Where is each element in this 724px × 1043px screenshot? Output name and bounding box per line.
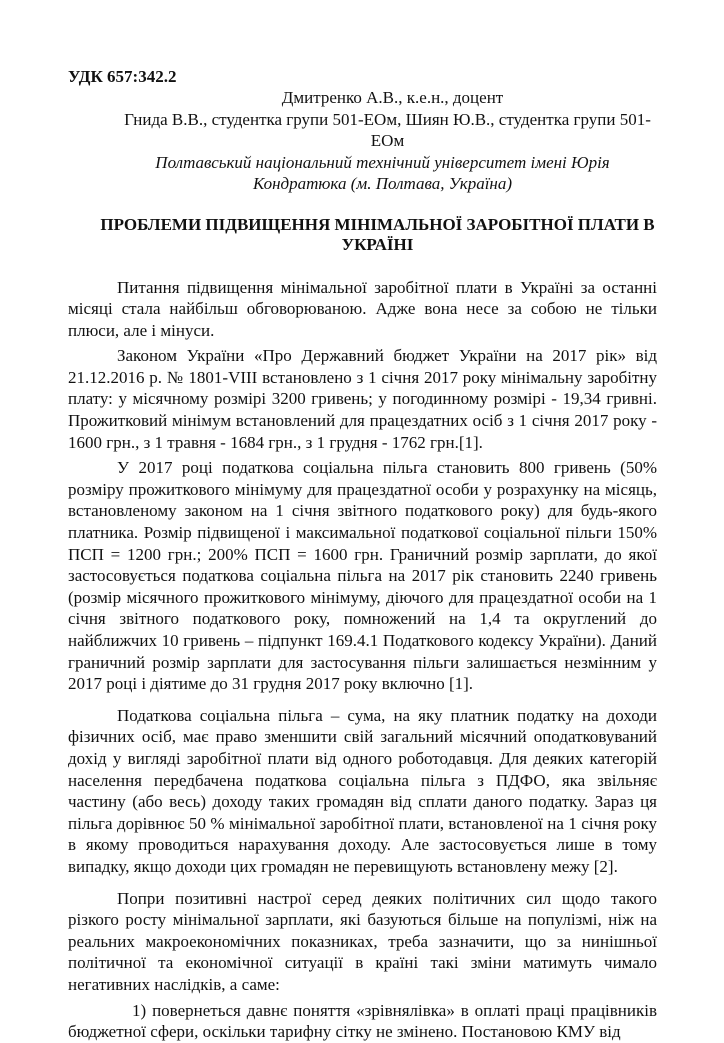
author-line-1: Дмитренко А.В., к.е.н., доцент (281, 88, 504, 107)
list-item-1: 1) повернеться давнє поняття «зрівнялівка» в оплаті праці працівників бюджетної сфери, оскільки тарифну сітку не змінено. Постановою КМУ від (68, 1000, 657, 1042)
paper-title: ПРОБЛЕМИ ПІДВИЩЕННЯ МІНІМАЛЬНОЇ ЗАРОБІТНОЇ ПЛАТИ В УКРАЇНІ (100, 214, 655, 254)
paragraph-budget-law: Законом України «Про Державний бюджет України на 2017 рік» від 21.12.2016 р. № 1801-VIII встановлено з 1 січня 2017 року мінімальну заробітну плату: у місячному розмірі 3200 гривень; у погодинному розмірі - 19,34 гривні. Прожитковий мінімум встановлений для працездатних осіб з 1 січня 2017 року - 1600 грн., з 1 травня - 1684 грн., з 1 грудня - 1762 грн.[1]. (68, 346, 657, 452)
udk-code: УДК 657:342.2 (68, 67, 177, 86)
document-page (68, 66, 657, 1043)
paragraph-tax-benefit-definition: Податкова соціальна пільга – сума, на яку платник податку на доходи фізичних осіб, має право зменшити свій загальний місячний оподатковуваний дохід у вигляді заробітної плати від одного роботодавця. Для деяких категорій населення передбачена податкова соціальна пільга з ПДФО, яка звільняє частину (або весь) доходу таких громадян від сплати даного податку. Зараз ця пільга дорівнює 50 % мінімальної заробітної плати, встановленої на 1 січня року в якому проводиться нарахування доходу. Але застосовується лише в тому випадку, якщо доходи цих громадян не перевищують встановлену межу [2]. (68, 705, 657, 876)
paragraph-tax-benefit-2017: У 2017 році податкова соціальна пільга становить 800 гривень (50% розміру прожиткового мінімуму для працездатної особи у розрахунку на місяць, встановленому законом на 1 січня звітного податкового року) для будь-якого платника. Розмір підвищеної і максимальної податкової соціальної пільги 150% ПСП = 1200 грн.; 200% ПСП = 1600 грн. Граничний розмір зарплати, до якої застосовується податкова соціальна пільга на 2017 рік становить 2240 гривень (розмір місячного прожиткового мінімуму, діючого для працездатної особи на 1 січня звітного податкового року, помножений на 1,4 та округлений до найближчих 10 гривень – підпункт 169.4.1 Податкового кодексу України). Даний граничний розмір зарплати для застосування пільги залишається незмінним у 2017 році і діятиме до 31 грудня 2017 року включно [1]. (68, 458, 657, 694)
paragraph-intro: Питання підвищення мінімальної заробітної плати в Україні за останні місяці стала найбільш обговорюваною. Адже вона несе за собою не тільки плюси, але і мінуси. (68, 277, 657, 340)
affiliation: Полтавський національний технічний університет імені Юрія Кондратюка (м. Полтава, Україна) (155, 152, 610, 193)
paper-body (68, 277, 657, 1043)
author-line-2: Гнида В.В., студентка групи 501-ЕОм, Шиян Ю.В., студентка групи 501-ЕОм (124, 109, 651, 150)
paragraph-negative-consequences: Попри позитивні настрої серед деяких політичних сил щодо такого різкого росту мінімальної зарплати, які базуються більше на популізмі, ніж на реальних макроекономічних показниках, треба зазначити, що за нинішньої політичної та економічної ситуації в країні такі зміни матимуть чимало негативних наслідків, а саме: (68, 888, 657, 994)
